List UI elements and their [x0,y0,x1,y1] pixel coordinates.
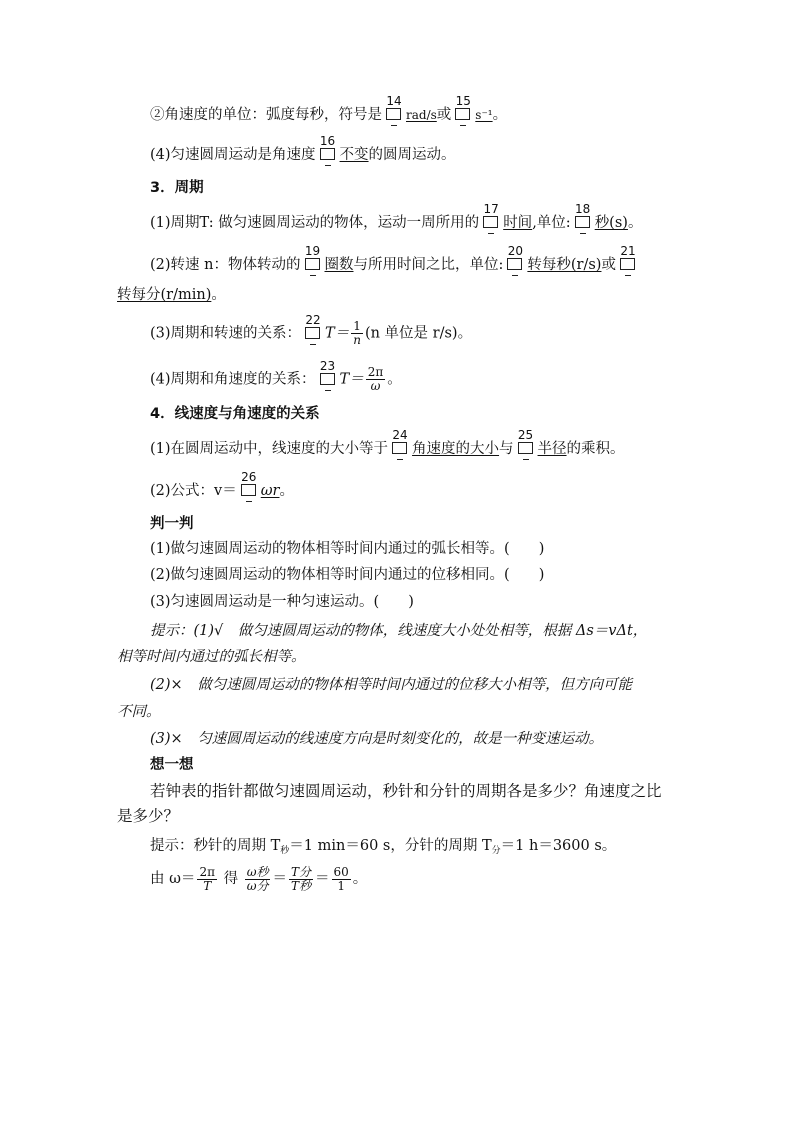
text: (2)转速 n：物体转动的 [150,257,301,273]
line-linear-velocity-magnitude [150,428,710,459]
blank-box-icon [239,470,259,498]
text: 或 [601,257,616,273]
text: ,单位: [532,215,571,231]
text: 得 [223,871,239,887]
text: (3)周期和转速的关系： [150,325,302,342]
text: (2)公式：v＝ [150,483,237,499]
text: 的乘积。 [566,441,625,457]
blank-box-icon [505,244,525,272]
answer: 时间 [503,215,533,231]
judge-item-1: (1)做匀速圆周运动的物体相等时间内通过的弧长相等。( ) [150,541,545,557]
hint-1: 提示：(1)√ 做匀速圆周运动的物体，线速度大小处处相等，根据 Δs＝vΔt， [150,623,648,639]
text: (1)周期T: 做匀速圆周运动的物体，运动一周所用的 [150,215,480,231]
blank-box-icon [318,358,338,387]
text: (1)在圆周运动中，线速度的大小等于 [150,441,389,457]
fraction [366,366,386,393]
answer: 不变 [339,147,369,163]
hint-2-cont: 不同。 [117,704,161,720]
blank-box-icon [318,134,338,162]
blank-number: 23 [319,358,336,373]
text: (4)匀速圆周运动是角速度 [150,147,316,163]
blank-number: 24 [392,428,408,442]
think-question-cont: 是多少？ [117,807,180,825]
text: 与 [499,441,514,457]
blank-box-icon [516,428,536,456]
blank-box-icon [303,244,323,272]
blank-box-icon [303,312,323,341]
denominator: 1 [337,878,345,893]
numerator: 2π [199,864,215,879]
fraction [289,866,313,893]
denominator: T [203,878,212,893]
heading-judge: 判一判 [150,516,194,532]
think-hint [150,836,710,861]
text: (4)周期和角速度的关系： [150,371,316,388]
answer: 转每分(r/min) [117,287,212,303]
think-derivation [150,864,710,894]
hint-1-cont: 相等时间内通过的弧长相等。 [117,649,306,665]
blank-number: 22 [305,312,321,327]
blank-number: 25 [517,428,534,442]
formula: T＝ [339,371,364,388]
blank-number: 20 [507,244,524,258]
line-period-angular-relation [150,358,710,393]
denominator: ω [370,379,381,393]
text: (n 单位是 r/s)。 [364,325,473,342]
text: 。 [387,371,402,388]
heading-think: 想一想 [150,757,194,773]
judge-item-3: (3)匀速圆周运动是一种匀速运动。( ) [150,594,414,610]
line-uniform-circular [150,134,710,165]
text: 与所用时间之比，单位: [353,257,504,273]
blank-box-icon [384,94,404,122]
blank-number: 16 [319,134,336,148]
text: 。 [211,287,226,303]
subscript: 秒 [280,846,290,856]
hint-3: (3)× 匀速圆周运动的线速度方向是时刻变化的，故是一种变速运动。 [150,731,604,747]
denominator: n [353,333,361,347]
blank-number: 17 [483,202,499,216]
denominator: ω分 [246,878,269,893]
text: 由 ω＝ [150,871,196,887]
hint-2: (2)× 做匀速圆周运动的物体相等时间内通过的位移大小相等，但方向可能 [150,677,633,693]
fraction [197,866,217,893]
text: ＝ [272,871,287,887]
fraction [351,320,363,347]
blank-box-icon [453,94,473,122]
text: ＝1 h＝3600 s。 [500,838,617,854]
answer: 角速度的大小 [412,441,500,457]
line-angular-velocity-unit [150,94,710,125]
numerator: 1 [351,320,363,334]
blank-number: 26 [241,470,257,484]
blank-number: 21 [620,244,636,258]
answer: 转每秒(r/s) [527,257,602,273]
answer: ωr [260,483,280,499]
answer: 半径 [537,441,567,457]
numerator: ω秒 [246,864,269,879]
blank-box-icon [618,244,638,272]
think-question: 若钟表的指针都做匀速圆周运动，秒针和分针的周期各是多少？角速度之比 [150,782,662,800]
line-period-speed-relation [150,312,710,347]
text: 。 [627,215,643,231]
answer: rad/s [406,108,437,122]
text: ②角速度的单位：弧度每秒，符号是 [150,107,382,123]
fraction [245,866,271,893]
text: 或 [436,107,452,123]
line-rotational-speed [150,244,710,275]
line-rotational-speed-cont [117,285,697,305]
blank-number: 19 [304,244,321,258]
numerator: T分 [290,864,311,879]
blank-number: 14 [386,94,402,108]
section-heading-period: 3．周期 [150,180,204,196]
text: 。 [492,107,508,123]
answer: 圈数 [324,257,354,273]
judge-item-2: (2)做匀速圆周运动的物体相等时间内通过的位移相同。( ) [150,567,545,583]
blank-number: 18 [575,202,591,216]
text: 的圆周运动。 [368,147,456,163]
answer: 秒(s) [594,215,628,231]
subscript: 分 [491,846,501,856]
line-period-definition [150,202,710,233]
text: ＝ [315,871,330,887]
numerator: 60 [333,864,349,879]
text: 。 [352,871,368,887]
line-formula [150,470,710,501]
text: ＝1 min＝60 s，分针的周期 T [289,838,492,854]
section-heading-linear-angular: 4．线速度与角速度的关系 [150,406,320,422]
text: 。 [279,483,294,499]
formula: T＝ [325,325,350,342]
denominator: T秒 [290,878,311,893]
text: 提示：秒针的周期 T [150,838,281,854]
blank-box-icon [573,202,593,230]
blank-number: 15 [455,94,471,108]
blank-box-icon [390,428,410,456]
numerator: 2π [367,365,384,379]
fraction [332,866,351,893]
answer: s⁻¹ [475,108,493,122]
blank-box-icon [481,202,501,230]
